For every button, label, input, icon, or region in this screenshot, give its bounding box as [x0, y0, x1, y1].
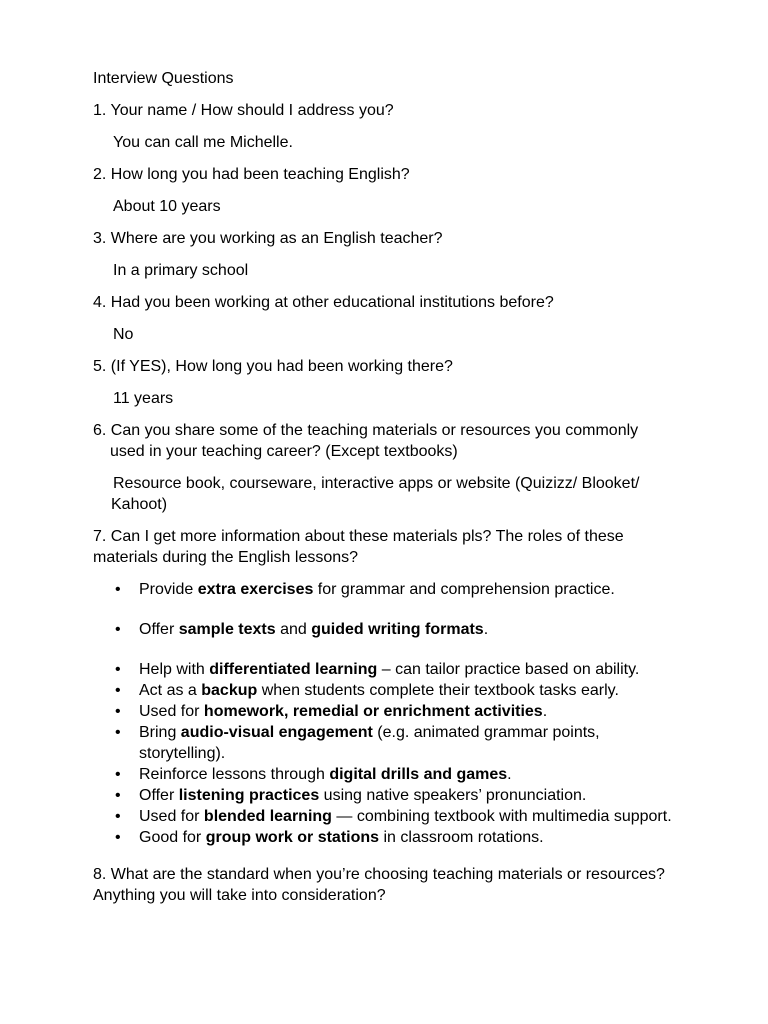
- role-list-item: [93, 827, 673, 848]
- role-list-item: [93, 680, 673, 701]
- item-text: using native speakers’ pronunciation.: [319, 787, 587, 804]
- bullet-icon: •: [115, 682, 121, 699]
- document-title: Interview Questions: [93, 70, 234, 87]
- item-text: when students complete their textbook tasks early.: [257, 682, 619, 699]
- emphasis-text: extra exercises: [197, 581, 314, 598]
- item-text: Used for: [139, 703, 204, 720]
- bullet-icon: •: [115, 621, 121, 638]
- question-5: 5. (If YES), How long you had been working there?: [93, 358, 453, 375]
- emphasis-text: sample texts: [178, 621, 276, 638]
- item-text: Offer: [139, 787, 179, 804]
- bullet-icon: •: [115, 766, 121, 783]
- answer-3: In a primary school: [113, 262, 249, 279]
- emphasis-text: listening practices: [178, 787, 320, 804]
- emphasis-text: guided writing formats: [311, 621, 484, 638]
- emphasis-text: differentiated learning: [209, 661, 378, 678]
- role-list-item: [93, 659, 673, 680]
- bullet-icon: •: [115, 703, 121, 720]
- item-text: Used for: [139, 808, 204, 825]
- role-list-item: [93, 764, 673, 785]
- role-list-item: [93, 722, 673, 764]
- role-list-item: [93, 619, 673, 640]
- question-1: 1. Your name / How should I address you?: [93, 102, 394, 119]
- roles-list-b: [93, 659, 673, 848]
- item-text: for grammar and comprehension practice.: [313, 581, 615, 598]
- role-list-item: [93, 579, 673, 600]
- emphasis-text: digital drills and games: [329, 766, 508, 783]
- item-text: Bring: [139, 724, 181, 741]
- emphasis-text: audio-visual engagement: [180, 724, 373, 741]
- role-list-item: [93, 785, 673, 806]
- item-text: Reinforce lessons through: [139, 766, 330, 783]
- question-8: 8. What are the standard when you’re choosing teaching materials or resources? Anything you will take into consideration?: [93, 866, 665, 904]
- emphasis-text: group work or stations: [205, 829, 380, 846]
- question-7: 7. Can I get more information about these materials pls? The roles of these materials during the English lessons?: [93, 528, 624, 566]
- item-text: Provide: [139, 581, 198, 598]
- item-text: Offer: [139, 621, 179, 638]
- answer-1: You can call me Michelle.: [113, 134, 293, 151]
- answer-2: About 10 years: [113, 198, 221, 215]
- item-text: .: [507, 766, 512, 783]
- emphasis-text: homework, remedial or enrichment activities: [203, 703, 543, 720]
- answer-5: 11 years: [113, 390, 174, 407]
- item-text: .: [542, 703, 548, 720]
- bullet-icon: •: [115, 581, 121, 598]
- item-text: in classroom rotations.: [379, 829, 544, 846]
- question-2: 2. How long you had been teaching English?: [93, 166, 410, 183]
- document-page: [93, 68, 673, 917]
- item-text: Act as a: [139, 682, 202, 699]
- item-text: and: [275, 621, 312, 638]
- bullet-icon: •: [115, 724, 121, 741]
- item-text: Help with: [139, 661, 210, 678]
- question-3: 3. Where are you working as an English teacher?: [93, 230, 443, 247]
- bullet-icon: •: [115, 829, 121, 846]
- emphasis-text: backup: [201, 682, 258, 699]
- role-list-item: [93, 806, 673, 827]
- role-list-item: [93, 701, 673, 722]
- bullet-icon: •: [115, 787, 121, 804]
- item-text: .: [483, 621, 489, 638]
- item-text: Good for: [139, 829, 206, 846]
- answer-4: No: [113, 326, 134, 343]
- answer-6: Resource book, courseware, interactive apps or website (Quizizz/ Blooket/ Kahoot): [111, 475, 640, 513]
- bullet-icon: •: [115, 661, 121, 678]
- item-text: (e.g. animated grammar points, storytelling).: [139, 724, 600, 762]
- item-text: — combining textbook with multimedia support.: [331, 808, 672, 825]
- roles-list-a: [93, 579, 673, 640]
- emphasis-text: blended learning: [203, 808, 332, 825]
- bullet-icon: •: [115, 808, 121, 825]
- question-4: 4. Had you been working at other educational institutions before?: [93, 294, 554, 311]
- item-text: – can tailor practice based on ability.: [377, 661, 640, 678]
- question-6: 6. Can you share some of the teaching materials or resources you commonly used in your teaching career? (Except textbooks): [93, 422, 639, 460]
